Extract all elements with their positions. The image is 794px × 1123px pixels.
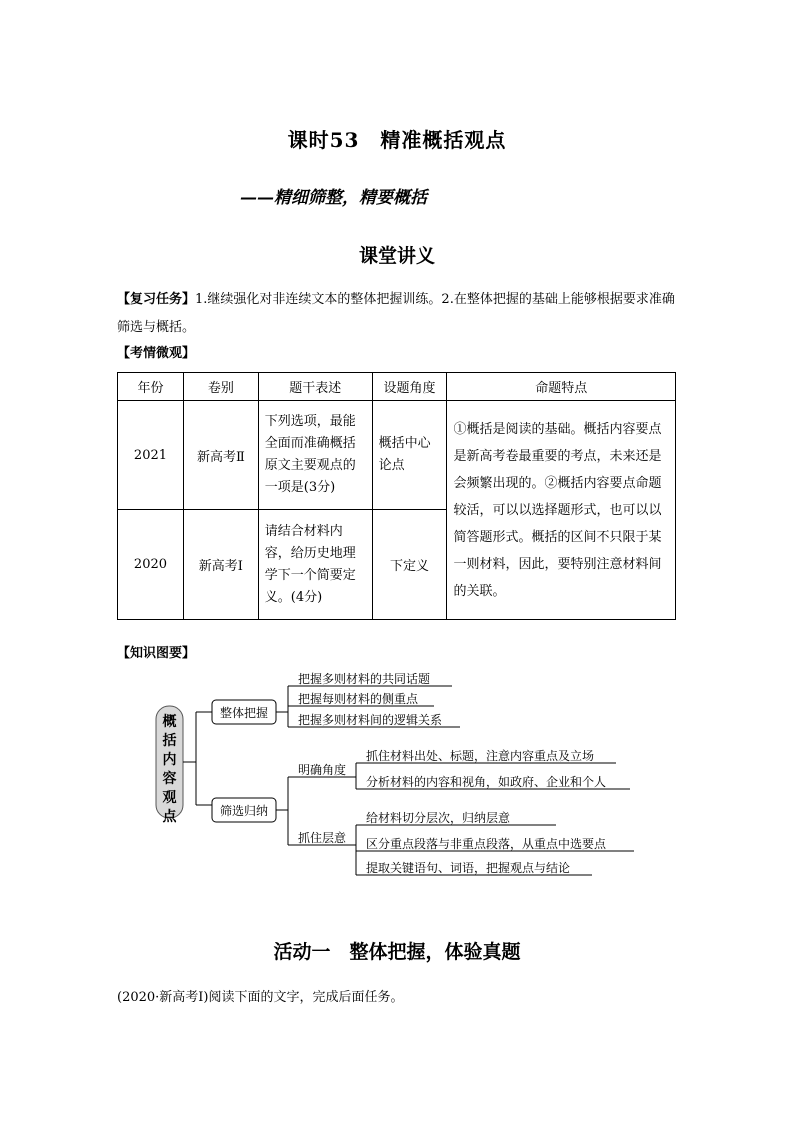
mindmap-branch-connector [276, 777, 296, 845]
mindmap-root-char: 容 [162, 771, 177, 787]
mindmap-root-char: 概 [162, 714, 177, 730]
mindmap-leaf: 提取关键语句、词语，把握观点与结论 [366, 861, 571, 875]
stem-cell: 请结合材料内容，给历史地理学下一个简要定义。(4分) [258, 510, 372, 620]
mindmap-leaf: 把握每则材料的侧重点 [298, 692, 419, 706]
table-header-cell: 题干表述 [258, 373, 372, 401]
paper-cell: 新高考Ⅰ [183, 510, 258, 620]
mindmap-branch-label: 整体把握 [219, 706, 269, 720]
mindmap-leaf: 把握多则材料间的逻辑关系 [298, 713, 443, 727]
table-header-cell: 卷别 [183, 373, 258, 401]
table-header-cell: 命题特点 [447, 373, 676, 401]
mindmap-branch-label: 筛选归纳 [219, 804, 269, 818]
mindmap-leaf: 区分重点段落与非重点段落，从重点中选要点 [366, 837, 607, 851]
mindmap-sub-label: 抓住层意 [298, 831, 347, 845]
exam-label: 【考情微观】 [117, 346, 196, 361]
page-subtitle: ——精细筛整，精要概括 [240, 188, 427, 208]
table-header-cell: 年份 [118, 373, 184, 401]
knowledge-label: 【知识图要】 [117, 646, 196, 661]
mindmap-root-char: 内 [162, 752, 177, 768]
stem-cell: 下列选项，最能全面而准确概括原文主要观点的一项是(3分) [258, 401, 372, 510]
mindmap-root-char: 括 [162, 733, 177, 749]
mindmap-leaf: 抓住材料出处、标题，注意内容重点及立场 [366, 749, 595, 763]
activity-title: 活动一 整体把握，体验真题 [273, 941, 521, 963]
section-title: 课堂讲义 [358, 245, 435, 267]
paper-cell: 新高考Ⅱ [183, 401, 258, 510]
review-label: 【复习任务】 [117, 292, 196, 307]
mindmap-sub-label: 明确角度 [298, 763, 347, 777]
mindmap-root-char: 观 [162, 790, 177, 806]
mindmap-leaf: 给材料切分层次，归纳层意 [366, 811, 511, 825]
mindmap-leaf: 把握多则材料的共同话题 [298, 672, 431, 686]
angle-cell: 概括中心论点 [372, 401, 447, 510]
page-title: 课时53 精准概括观点 [287, 128, 507, 152]
mindmap-root-char: 点 [162, 809, 177, 825]
mindmap-leaf: 分析材料的内容和视角，如政府、企业和个人 [366, 775, 607, 789]
angle-cell: 下定义 [372, 510, 447, 620]
year-cell: 2021 [118, 401, 184, 510]
review-text: 1.继续强化对非连续文本的整体把握训练。2.在整体把握的基础上能够根据要求准确筛选与概括。 [117, 292, 675, 335]
activity-source: (2020·新高考Ⅰ)阅读下面的文字，完成后面任务。 [117, 990, 404, 1005]
table-header-cell: 设题角度 [372, 373, 447, 401]
year-cell: 2020 [118, 510, 184, 620]
features-cell: ①概括是阅读的基础。概括内容要点是新高考卷最重要的考点，未来还是会频繁出现的。②概括内容要点命题较活，可以以选择题形式，也可以以简答题形式。概括的区间不只限于某一则材料，因此，要特别注意材料间的关联。 [447, 401, 676, 620]
mindmap-root-connector [183, 712, 212, 805]
